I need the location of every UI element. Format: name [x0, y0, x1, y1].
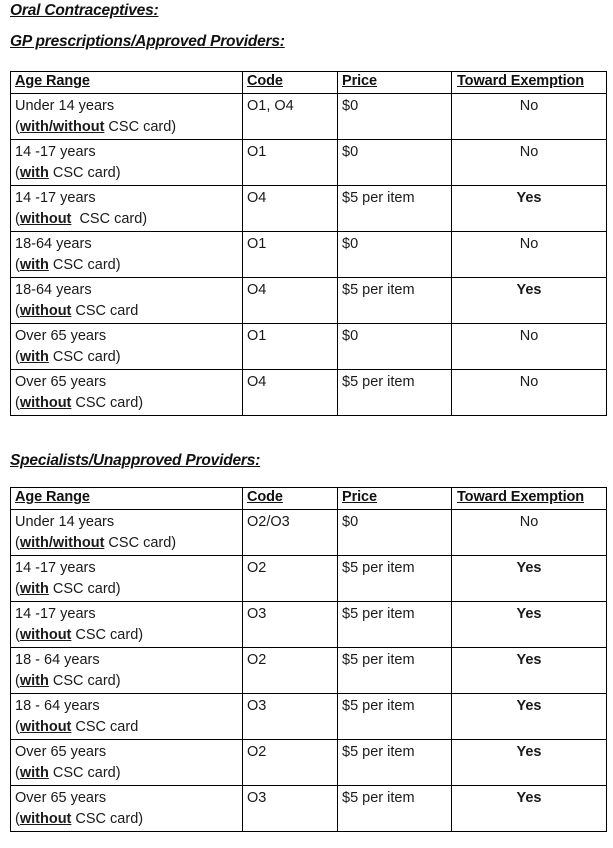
cell-code-text: O4: [247, 190, 267, 206]
table-row: [11, 740, 607, 786]
cell-code-text: O4: [247, 282, 267, 298]
cell-price-text: $0: [342, 144, 359, 160]
column-header-code: [243, 72, 338, 94]
cell-price-text: $5 per item: [342, 790, 415, 806]
cell-toward-exemption-text: Yes: [516, 560, 542, 576]
cell-code-text: O2: [247, 744, 267, 760]
document-title: Oral Contraceptives:: [10, 2, 159, 19]
column-header-price-label: Price: [342, 489, 377, 505]
csc-card-qualifier: with: [19, 581, 49, 597]
cell-age-range-text: Under 14 years (with/without CSC card): [15, 98, 177, 135]
cell-toward-exemption-text: No: [519, 374, 539, 390]
table-row: [11, 94, 607, 140]
cell-age-range: [11, 602, 243, 648]
csc-card-qualifier: without: [19, 303, 72, 319]
column-header-price: [338, 488, 452, 510]
cell-price-text: $5 per item: [342, 282, 415, 298]
cell-code: [243, 694, 338, 740]
cell-price-text: $0: [342, 328, 359, 344]
cell-price: [338, 694, 452, 740]
column-header-code-label: Code: [247, 73, 283, 89]
cell-code: [243, 232, 338, 278]
column-header-age-range: [11, 488, 243, 510]
csc-card-qualifier: without: [19, 811, 72, 827]
cell-code: [243, 556, 338, 602]
cell-age-range: [11, 370, 243, 416]
csc-card-qualifier: with: [19, 165, 49, 181]
cell-price: [338, 278, 452, 324]
cell-code-text: O1: [247, 144, 267, 160]
cell-price: [338, 510, 452, 556]
cell-code: [243, 186, 338, 232]
cell-code-text: O3: [247, 790, 267, 806]
cell-toward-exemption: [452, 786, 607, 832]
cell-price-text: $5 per item: [342, 560, 415, 576]
cell-code-text: O1: [247, 236, 267, 252]
cell-toward-exemption: [452, 186, 607, 232]
table-header-row: [11, 72, 607, 94]
cell-age-range: [11, 94, 243, 140]
column-header-age-range-label: Age Range: [15, 73, 90, 89]
cell-toward-exemption-text: Yes: [516, 698, 542, 714]
cell-price: [338, 786, 452, 832]
column-header-price-label: Price: [342, 73, 377, 89]
cell-code: [243, 140, 338, 186]
cell-age-range-text: Over 65 years (without CSC card): [15, 790, 144, 827]
cell-age-range: [11, 694, 243, 740]
cell-price: [338, 602, 452, 648]
cell-code: [243, 786, 338, 832]
table-row: [11, 140, 607, 186]
cell-price: [338, 556, 452, 602]
column-header-age-range-label: Age Range: [15, 489, 90, 505]
section-heading-specialists: Specialists/Unapproved Providers:: [10, 452, 261, 469]
cell-code-text: O1, O4: [247, 98, 294, 114]
cell-price-text: $5 per item: [342, 606, 415, 622]
table-row: [11, 278, 607, 324]
cell-code-text: O2: [247, 560, 267, 576]
cell-code: [243, 740, 338, 786]
table-header: [11, 72, 607, 94]
cell-age-range: [11, 556, 243, 602]
cell-age-range-text: 18-64 years (with CSC card): [15, 236, 121, 273]
cell-age-range: [11, 324, 243, 370]
csc-card-qualifier: with: [19, 257, 49, 273]
cell-age-range-text: 18-64 years (without CSC card: [15, 282, 139, 319]
cell-age-range-text: 18 - 64 years (with CSC card): [15, 652, 121, 689]
cell-price: [338, 186, 452, 232]
pricing-table-gp-prescriptions: [10, 71, 607, 416]
cell-price-text: $5 per item: [342, 698, 415, 714]
cell-age-range: [11, 510, 243, 556]
table-row: [11, 602, 607, 648]
section-heading-gp-prescriptions: GP prescriptions/Approved Providers:: [10, 33, 285, 50]
cell-code: [243, 370, 338, 416]
cell-age-range: [11, 232, 243, 278]
csc-card-qualifier: without: [19, 627, 72, 643]
table-row: [11, 324, 607, 370]
cell-price: [338, 370, 452, 416]
csc-card-qualifier: without: [19, 719, 72, 735]
cell-toward-exemption: [452, 94, 607, 140]
cell-code: [243, 94, 338, 140]
cell-age-range-text: 14 -17 years (with CSC card): [15, 560, 121, 597]
csc-card-qualifier: with: [19, 765, 49, 781]
cell-toward-exemption: [452, 694, 607, 740]
cell-toward-exemption-text: Yes: [516, 744, 542, 760]
cell-price: [338, 740, 452, 786]
cell-toward-exemption-text: No: [519, 514, 539, 530]
cell-age-range: [11, 186, 243, 232]
cell-code-text: O2/O3: [247, 514, 290, 530]
cell-toward-exemption-text: No: [519, 98, 539, 114]
column-header-code: [243, 488, 338, 510]
cell-age-range: [11, 786, 243, 832]
cell-toward-exemption-text: No: [519, 328, 539, 344]
column-header-toward-exemption: [452, 488, 607, 510]
column-header-code-label: Code: [247, 489, 283, 505]
cell-toward-exemption: [452, 370, 607, 416]
table-row: [11, 232, 607, 278]
cell-code: [243, 278, 338, 324]
table-body: [11, 94, 607, 416]
column-header-age-range: [11, 72, 243, 94]
cell-age-range-text: 14 -17 years (with CSC card): [15, 144, 121, 181]
cell-code: [243, 602, 338, 648]
pricing-table-specialists: [10, 487, 607, 832]
cell-age-range-text: Under 14 years (with/without CSC card): [15, 514, 177, 551]
csc-card-qualifier: with: [19, 349, 49, 365]
table-row: [11, 510, 607, 556]
cell-age-range: [11, 740, 243, 786]
cell-price: [338, 648, 452, 694]
cell-toward-exemption: [452, 140, 607, 186]
cell-code-text: O3: [247, 606, 267, 622]
cell-price-text: $0: [342, 98, 359, 114]
cell-price: [338, 140, 452, 186]
cell-age-range-text: 14 -17 years (without CSC card): [15, 606, 144, 643]
cell-code-text: O3: [247, 698, 267, 714]
cell-age-range-text: 14 -17 years (without CSC card): [15, 190, 148, 227]
csc-card-qualifier: with/without: [19, 535, 105, 551]
cell-age-range: [11, 140, 243, 186]
cell-price-text: $0: [342, 514, 359, 530]
cell-age-range-text: Over 65 years (with CSC card): [15, 328, 121, 365]
cell-code-text: O1: [247, 328, 267, 344]
cell-code: [243, 510, 338, 556]
cell-code: [243, 324, 338, 370]
cell-code-text: O4: [247, 374, 267, 390]
cell-toward-exemption: [452, 556, 607, 602]
column-header-toward-exemption-label: Toward Exemption: [457, 489, 585, 505]
csc-card-qualifier: without: [19, 395, 72, 411]
table-row: [11, 556, 607, 602]
table-header-row: [11, 488, 607, 510]
cell-price-text: $0: [342, 236, 359, 252]
column-header-price: [338, 72, 452, 94]
csc-card-qualifier: without: [19, 211, 72, 227]
cell-toward-exemption-text: Yes: [516, 790, 542, 806]
table-row: [11, 370, 607, 416]
cell-toward-exemption-text: Yes: [516, 282, 542, 298]
cell-toward-exemption: [452, 510, 607, 556]
cell-toward-exemption-text: Yes: [516, 606, 542, 622]
csc-card-qualifier: with: [19, 673, 49, 689]
cell-code-text: O2: [247, 652, 267, 668]
table-row: [11, 186, 607, 232]
cell-toward-exemption: [452, 324, 607, 370]
cell-code: [243, 648, 338, 694]
table-row: [11, 694, 607, 740]
cell-toward-exemption-text: No: [519, 144, 539, 160]
csc-card-qualifier: with/without: [19, 119, 105, 135]
cell-price: [338, 324, 452, 370]
cell-age-range-text: Over 65 years (with CSC card): [15, 744, 121, 781]
cell-age-range-text: Over 65 years (without CSC card): [15, 374, 144, 411]
cell-toward-exemption: [452, 278, 607, 324]
cell-price-text: $5 per item: [342, 190, 415, 206]
table-row: [11, 648, 607, 694]
cell-toward-exemption: [452, 648, 607, 694]
cell-toward-exemption-text: Yes: [516, 652, 542, 668]
cell-age-range-text: 18 - 64 years (without CSC card: [15, 698, 139, 735]
cell-toward-exemption: [452, 232, 607, 278]
cell-price-text: $5 per item: [342, 374, 415, 390]
cell-toward-exemption: [452, 602, 607, 648]
cell-toward-exemption-text: No: [519, 236, 539, 252]
cell-age-range: [11, 648, 243, 694]
column-header-toward-exemption-label: Toward Exemption: [457, 73, 585, 89]
column-header-toward-exemption: [452, 72, 607, 94]
cell-price-text: $5 per item: [342, 744, 415, 760]
cell-price-text: $5 per item: [342, 652, 415, 668]
cell-price: [338, 232, 452, 278]
cell-toward-exemption: [452, 740, 607, 786]
cell-price: [338, 94, 452, 140]
table-header: [11, 488, 607, 510]
cell-toward-exemption-text: Yes: [516, 190, 542, 206]
cell-age-range: [11, 278, 243, 324]
table-row: [11, 786, 607, 832]
table-body: [11, 510, 607, 832]
